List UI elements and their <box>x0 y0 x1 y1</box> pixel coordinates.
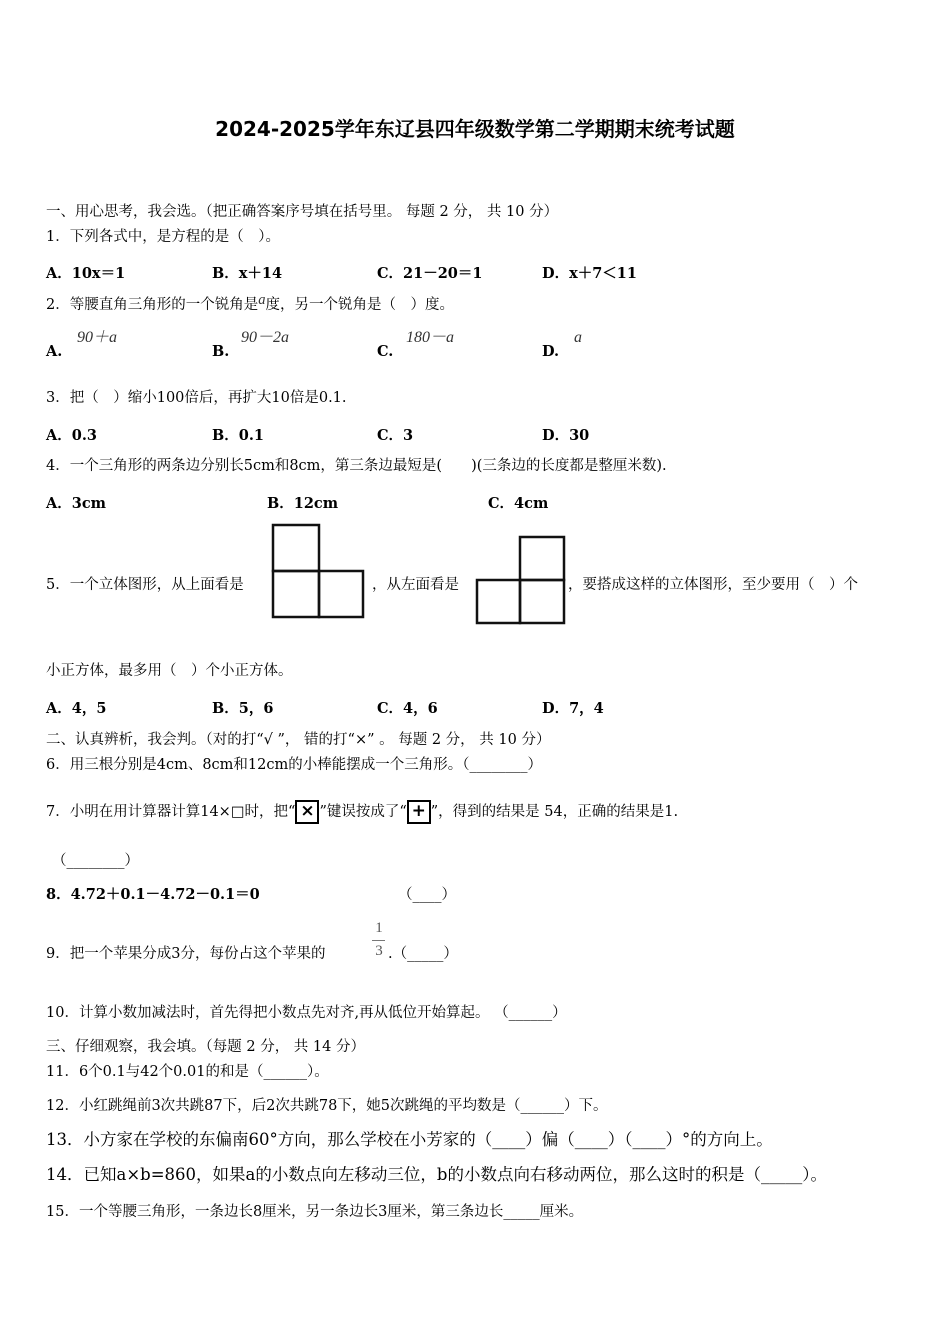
top-view-square-lower-right <box>319 571 363 617</box>
left-view-figure <box>474 534 568 626</box>
q2-expr-d: a <box>574 329 582 346</box>
q1-option-b[interactable]: B．x＋14 <box>212 265 283 282</box>
q7-text-mid: ”键误按成了“ <box>319 804 407 820</box>
question-3: 3．把（ ）缩小100倍后，再扩大10倍是0.1. <box>46 390 347 406</box>
question-13: 13．小方家在学校的东偏南60°方向，那么学校在小芳家的（____）偏（____）（____）°的方向上。 <box>46 1130 773 1149</box>
q7-answer-blank[interactable]: （________） <box>52 853 139 869</box>
question-2 <box>46 292 454 314</box>
q9-answer-blank[interactable]: .（_____） <box>388 946 458 962</box>
top-view-square-upper <box>273 525 319 571</box>
q7-text-start: 7．小明在用计算器计算14×□时，把“ <box>46 804 296 820</box>
q3-option-c[interactable]: C．3 <box>377 427 414 444</box>
question-12: 12．小红跳绳前3次共跳87下，后2次共跳78下，她5次跳绳的平均数是（______）下。 <box>46 1098 608 1114</box>
q5-option-c[interactable]: C．4，6 <box>377 700 438 717</box>
q5-option-a[interactable]: A．4，5 <box>46 700 107 717</box>
question-8: 8．4.72＋0.1－4.72－0.1＝0 <box>46 886 260 903</box>
q2-stem-start: 2．等腰直角三角形的一个锐角是 <box>46 297 259 313</box>
question-15: 15．一个等腰三角形，一条边长8厘米，另一条边长3厘米，第三条边长_____厘米。 <box>46 1204 584 1220</box>
q5-stem-end: ，要搭成这样的立体图形，至少要用（ ）个 <box>568 577 858 593</box>
question-9: 9．把一个苹果分成3分，每份占这个苹果的 <box>46 946 326 962</box>
multiply-key-icon: × <box>295 800 319 824</box>
q5-option-d[interactable]: D．7，4 <box>542 700 604 717</box>
question-4: 4．一个三角形的两条边分别长5cm和8cm，第三条边最短是( )(三条边的长度都是整厘米数). <box>46 458 667 474</box>
left-view-square-lower-right <box>520 580 564 623</box>
q2-option-a[interactable]: A. <box>46 343 63 360</box>
section-3-heading: 三、仔细观察，我会填。（每题 2 分， 共 14 分） <box>46 1039 365 1055</box>
q4-option-c[interactable]: C．4cm <box>488 495 549 512</box>
question-10: 10．计算小数加减法时，首先得把小数点先对齐,再从低位开始算起。 （______） <box>46 1005 567 1021</box>
q5-option-b[interactable]: B．5，6 <box>212 700 274 717</box>
q9-fraction-denominator: 3 <box>375 943 383 959</box>
left-view-square-upper <box>520 537 564 580</box>
q3-option-a[interactable]: A．0.3 <box>46 427 97 444</box>
q2-expr-b: 90－2a <box>241 329 290 346</box>
q2-expr-c: 180－a <box>406 329 455 346</box>
question-7 <box>46 798 678 826</box>
question-1: 1．下列各式中，是方程的是（ ）。 <box>46 229 280 245</box>
q2-expr-a: 90＋a <box>77 329 118 346</box>
q9-fraction-bar <box>372 940 385 941</box>
page-title: 2024-2025学年东辽县四年级数学第二学期期末统考试题 <box>215 117 735 141</box>
question-14: 14．已知a×b=860，如果a的小数点向左移动三位，b的小数点向右移动两位，那么这时的积是（_____）。 <box>46 1165 827 1184</box>
q5-stem-start: 5．一个立体图形，从上面看是 <box>46 577 244 593</box>
q1-option-c[interactable]: C．21－20＝1 <box>377 265 483 282</box>
q9-fraction-numerator: 1 <box>375 920 383 936</box>
q4-option-a[interactable]: A．3cm <box>46 495 107 512</box>
top-view-square-lower-left <box>273 571 319 617</box>
top-view-figure <box>270 522 366 620</box>
q3-option-b[interactable]: B．0.1 <box>212 427 264 444</box>
left-view-square-lower-left <box>477 580 520 623</box>
question-6: 6．用三根分别是4cm、8cm和12cm的小棒能摆成一个三角形。（________） <box>46 757 542 773</box>
q5-stem-continued: 小正方体，最多用（ ）个小正方体。 <box>46 663 293 679</box>
q1-option-a[interactable]: A．10x＝1 <box>46 265 126 282</box>
q2-stem-end: 度，另一个锐角是（ ）度。 <box>265 297 454 313</box>
q2-option-c[interactable]: C. <box>377 343 394 360</box>
q4-option-b[interactable]: B．12cm <box>267 495 339 512</box>
q7-text-end: ”，得到的结果是 54，正确的结果是1. <box>430 804 679 820</box>
q2-variable: a <box>258 292 266 308</box>
section-1-heading: 一、用心思考，我会选。（把正确答案序号填在括号里。 每题 2 分， 共 10 分） <box>46 204 559 220</box>
q2-option-b[interactable]: B. <box>212 343 230 360</box>
q8-answer-blank[interactable]: （____） <box>398 887 456 903</box>
section-2-heading: 二、认真辨析，我会判。（对的打“√ ”， 错的打“×” 。 每题 2 分， 共 10 分） <box>46 732 551 748</box>
q5-stem-mid: ，从左面看是 <box>372 577 459 593</box>
question-11: 11．6个0.1与42个0.01的和是（______）。 <box>46 1064 329 1080</box>
plus-key-icon: + <box>407 800 431 824</box>
q2-option-d[interactable]: D. <box>542 343 560 360</box>
q1-option-d[interactable]: D．x＋7＜11 <box>542 265 637 282</box>
q3-option-d[interactable]: D．30 <box>542 427 590 444</box>
